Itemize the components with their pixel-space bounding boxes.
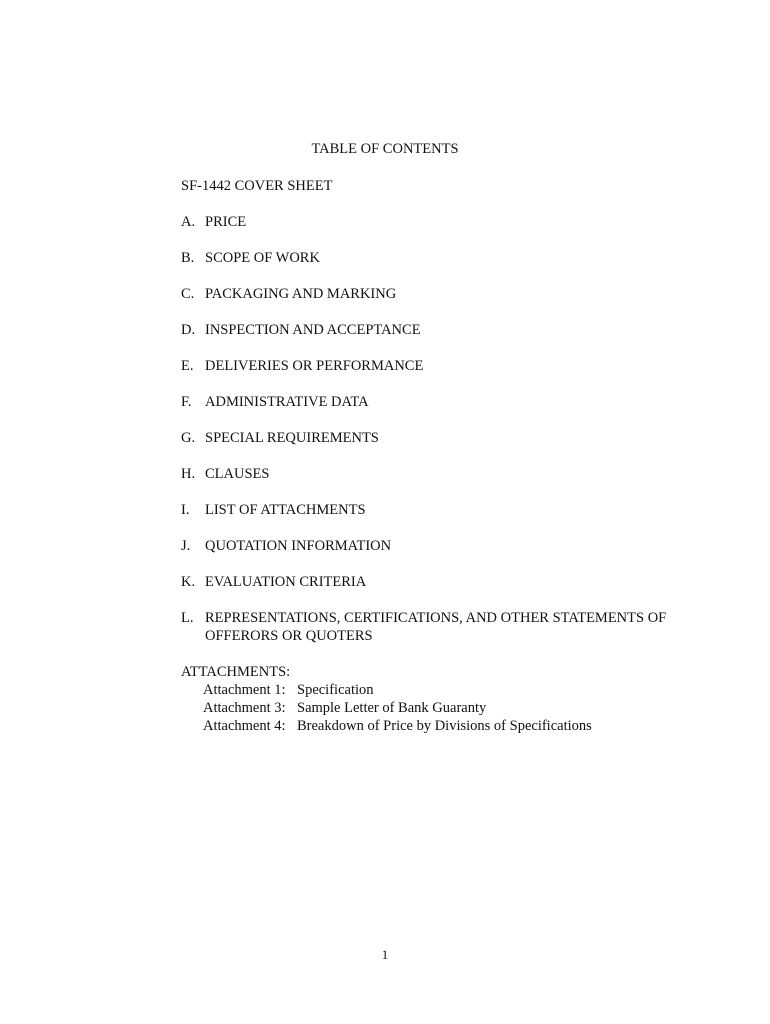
toc-entry-letter: E. [181, 358, 194, 374]
attachment-item [181, 681, 721, 699]
toc-list [181, 177, 721, 735]
toc-entry-letter: H. [181, 466, 196, 482]
attachment-text: Specification [297, 682, 374, 698]
toc-entry-j [181, 537, 721, 555]
page-number: 1 [381, 947, 389, 962]
toc-entry-text: REPRESENTATIONS, CERTIFICATIONS, AND OTHER STATEMENTS OF OFFERORS OR QUOTERS [205, 610, 667, 644]
toc-entry-k [181, 573, 721, 591]
toc-title: TABLE OF CONTENTS [311, 141, 459, 157]
toc-entry-text: SCOPE OF WORK [205, 250, 320, 266]
attachment-text: Sample Letter of Bank Guaranty [297, 700, 487, 716]
toc-entry-a [181, 213, 721, 231]
attachment-item [181, 717, 721, 735]
attachment-item [181, 699, 721, 717]
toc-entry-letter: D. [181, 322, 196, 338]
toc-entry-text: PRICE [205, 214, 247, 230]
toc-entry-l [181, 609, 721, 645]
toc-entry-letter: C. [181, 286, 195, 302]
toc-entry-text: CLAUSES [205, 466, 270, 482]
attachments-heading: ATTACHMENTS: [181, 664, 291, 680]
toc-entry-letter: K. [181, 574, 196, 590]
toc-entry-e [181, 357, 721, 375]
toc-entry-h [181, 465, 721, 483]
toc-entry-i [181, 501, 721, 519]
toc-entry-text: INSPECTION AND ACCEPTANCE [205, 322, 421, 338]
toc-entry-letter: F. [181, 394, 192, 410]
toc-entry-text: QUOTATION INFORMATION [205, 538, 392, 554]
toc-entry-text: DELIVERIES OR PERFORMANCE [205, 358, 424, 374]
toc-entry-b [181, 249, 721, 267]
attachments-section [181, 663, 721, 735]
toc-entry-letter: J. [181, 538, 191, 554]
toc-entry-c [181, 285, 721, 303]
toc-entry-d [181, 321, 721, 339]
toc-entry-text: ADMINISTRATIVE DATA [205, 394, 369, 410]
toc-entry-text: SF-1442 COVER SHEET [181, 178, 333, 194]
toc-entry-text: LIST OF ATTACHMENTS [205, 502, 366, 518]
toc-entry-cover-sheet [181, 177, 721, 195]
toc-entry-text: SPECIAL REQUIREMENTS [205, 430, 379, 446]
attachment-text: Breakdown of Price by Divisions of Specifications [297, 718, 592, 734]
toc-entry-letter: I. [181, 502, 190, 518]
toc-entry-f [181, 393, 721, 411]
toc-entry-letter: G. [181, 430, 196, 446]
toc-entry-letter: A. [181, 214, 196, 230]
toc-entry-g [181, 429, 721, 447]
attachment-label: Attachment 3: [203, 700, 286, 716]
toc-entry-letter: L. [181, 610, 194, 626]
attachment-label: Attachment 1: [203, 682, 286, 698]
attachment-label: Attachment 4: [203, 718, 286, 734]
toc-entry-text: EVALUATION CRITERIA [205, 574, 367, 590]
toc-entry-letter: B. [181, 250, 195, 266]
toc-entry-text: PACKAGING AND MARKING [205, 286, 397, 302]
